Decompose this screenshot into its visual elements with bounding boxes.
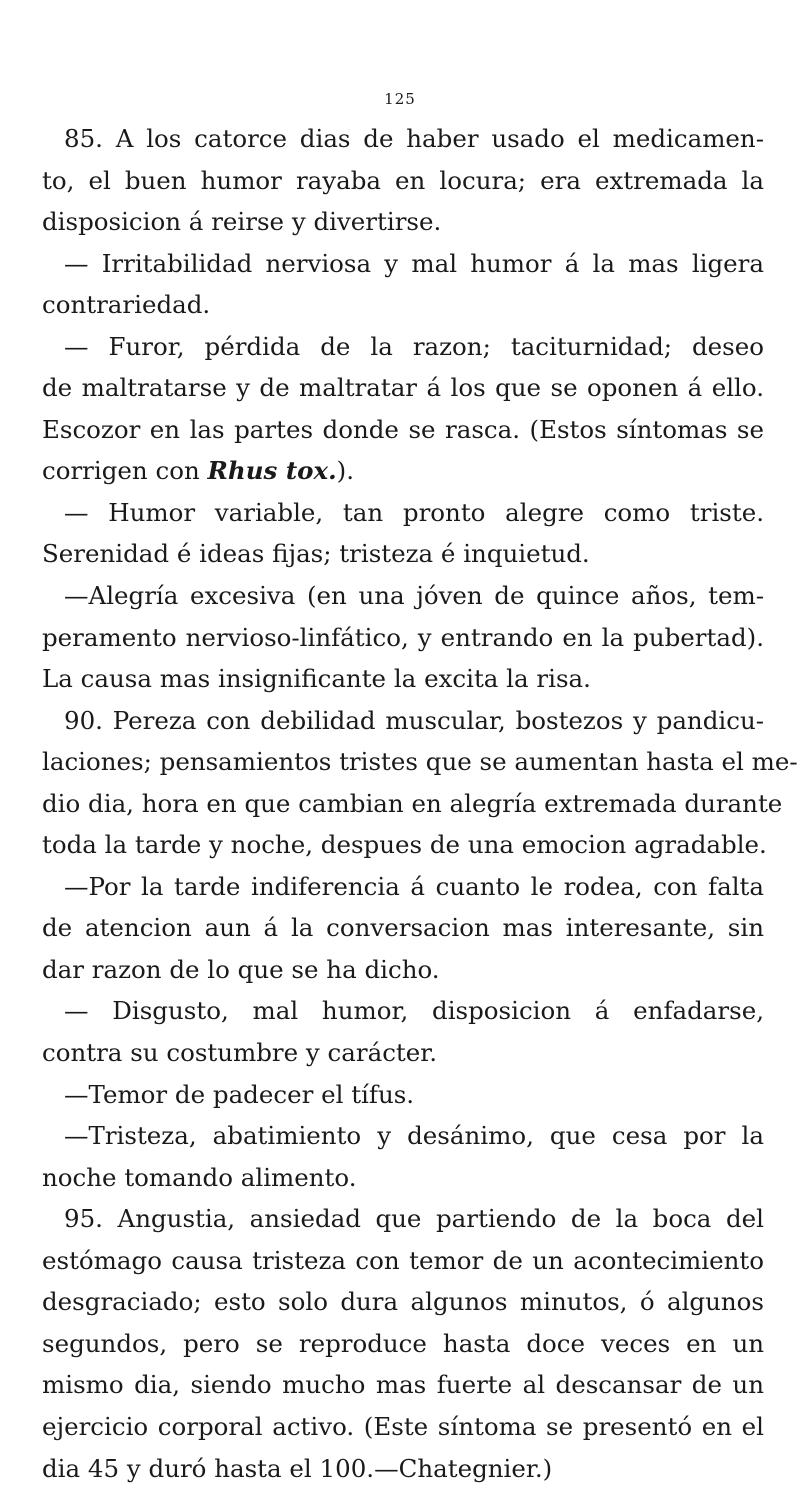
text-line-content: corrigen con — [42, 456, 208, 485]
text-line-content: laciones; pensamientos tristes que se aumentan hasta el me- — [42, 747, 798, 776]
text-line — [42, 160, 764, 202]
text-line-content: Escozor en las partes donde se rasca. (Estos síntomas se — [42, 415, 764, 444]
text-line-content: 95. Angustia, ansiedad que partiendo de la boca del — [64, 1204, 764, 1233]
text-line — [42, 907, 764, 949]
text-line — [42, 533, 764, 575]
text-line-content: —Tristeza, abatimiento y desánimo, que cesa por la — [64, 1121, 764, 1150]
text-line — [42, 1364, 764, 1406]
text-line-content: ejercicio corporal activo. (Este síntoma se presentó en el — [42, 1412, 764, 1441]
body-text — [42, 118, 764, 1489]
text-line-content: — Furor, pérdida de la razon; taciturnidad; deseo — [64, 332, 764, 361]
text-line — [42, 1323, 764, 1365]
text-line — [42, 243, 764, 285]
text-line — [42, 1074, 764, 1116]
text-line — [42, 450, 764, 492]
text-line — [42, 201, 764, 243]
text-line-content: estómago causa tristeza con temor de un acontecimiento — [42, 1246, 764, 1275]
text-line — [42, 990, 764, 1032]
text-line-content: contra su costumbre y carácter. — [42, 1038, 437, 1067]
text-line — [42, 1115, 764, 1157]
text-line-content: — Irritabilidad nerviosa y mal humor á la mas ligera — [64, 249, 764, 278]
text-line — [42, 326, 764, 368]
text-line — [42, 1032, 764, 1074]
text-line — [42, 575, 764, 617]
text-line-content: mismo dia, siendo mucho mas fuerte al descansar de un — [42, 1370, 764, 1399]
text-line — [42, 409, 764, 451]
text-line — [42, 492, 764, 534]
text-line — [42, 824, 764, 866]
text-line — [42, 1448, 764, 1489]
text-line-content: — Disgusto, mal humor, disposicion á enfadarse, — [64, 996, 764, 1025]
text-line-content: noche tomando alimento. — [42, 1163, 357, 1192]
text-line-content: de maltratarse y de maltratar á los que se oponen á ello. — [42, 373, 764, 402]
emphasized-term: Rhus tox. — [208, 456, 337, 485]
page-number: 125 — [0, 90, 800, 108]
text-line-content: dio dia, hora en que cambian en alegría extremada durante — [42, 789, 782, 818]
text-line — [42, 118, 764, 160]
text-line — [42, 1406, 764, 1448]
text-line — [42, 284, 764, 326]
text-line — [42, 1198, 764, 1240]
text-line — [42, 741, 764, 783]
text-line-content: —Por la tarde indiferencia á cuanto le rodea, con falta — [64, 872, 764, 901]
text-line-content: disposicion á reirse y divertirse. — [42, 207, 441, 236]
text-line-content: 90. Pereza con debilidad muscular, bostezos y pandicu- — [64, 706, 764, 735]
text-line-content: dar razon de lo que se ha dicho. — [42, 955, 440, 984]
text-line-content: to, el buen humor rayaba en locura; era extremada la — [42, 166, 764, 195]
text-line-content: — Humor variable, tan pronto alegre como triste. — [64, 498, 764, 527]
text-line — [42, 1157, 764, 1199]
text-line — [42, 617, 764, 659]
text-line-suffix: ). — [337, 456, 354, 485]
text-line-content: contrariedad. — [42, 290, 210, 319]
text-line-content: segundos, pero se reproduce hasta doce veces en un — [42, 1329, 764, 1358]
text-line — [42, 700, 764, 742]
text-line — [42, 658, 764, 700]
text-line — [42, 367, 764, 409]
text-line-content: 85. A los catorce dias de haber usado el medicamen- — [64, 124, 764, 153]
text-line — [42, 783, 764, 825]
text-line-content: de atencion aun á la conversacion mas interesante, sin — [42, 913, 764, 942]
text-line-content: dia 45 y duró hasta el 100.—Chategnier.) — [42, 1454, 552, 1483]
text-line-content: —Temor de padecer el tífus. — [64, 1080, 414, 1109]
text-line — [42, 949, 764, 991]
text-line — [42, 866, 764, 908]
text-line-content: La causa mas insignificante la excita la risa. — [42, 664, 591, 693]
text-line-content: Serenidad é ideas fijas; tristeza é inquietud. — [42, 539, 590, 568]
text-line-content: toda la tarde y noche, despues de una emocion agradable. — [42, 830, 767, 859]
text-line-content: desgraciado; esto solo dura algunos minutos, ó algunos — [42, 1287, 764, 1316]
text-line-content: peramento nervioso-linfático, y entrando en la pubertad). — [42, 623, 764, 652]
text-line — [42, 1240, 764, 1282]
text-line-content: —Alegría excesiva (en una jóven de quince años, tem- — [64, 581, 764, 610]
text-line — [42, 1281, 764, 1323]
